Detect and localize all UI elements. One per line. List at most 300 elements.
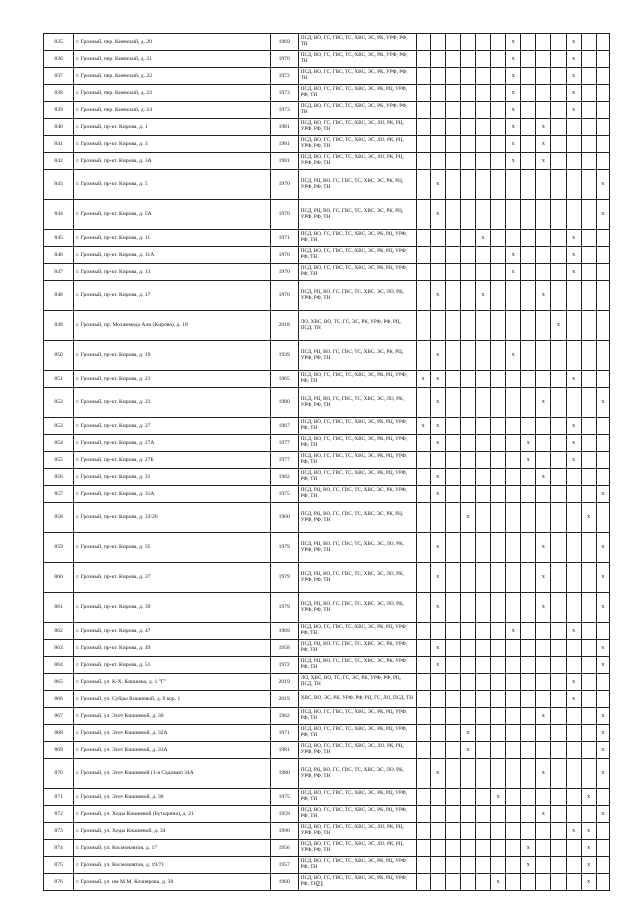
- mark-cell: x: [506, 153, 521, 170]
- row-number-cell: 846: [44, 247, 74, 264]
- mark-cell: [445, 857, 460, 874]
- mark-cell: x: [475, 230, 490, 247]
- mark-cell: [445, 742, 460, 759]
- mark-cell: x: [596, 563, 609, 593]
- mark-cell: [581, 486, 596, 503]
- row-number-cell: 863: [44, 640, 74, 657]
- mark-cell: [536, 51, 551, 68]
- mark-cell: [491, 759, 506, 789]
- mark-cell: [506, 806, 521, 823]
- address-cell: г. Грозный, пр-кт. Кирова, д. 3: [74, 136, 270, 153]
- mark-cell: [566, 708, 581, 725]
- mark-cell: [491, 418, 506, 435]
- table-row: [44, 469, 610, 486]
- mark-cell: [491, 657, 506, 674]
- works-list-cell: ПСД, РЦ, ВО, ГС, ГВС, ТС, ХВС, ЭС, ЛО, РК, УРФ, РФ, ТН: [298, 563, 416, 593]
- year-cell: 1939: [270, 341, 298, 371]
- mark-cell: x: [536, 593, 551, 623]
- mark-cell: x: [536, 469, 551, 486]
- mark-cell: [460, 640, 475, 657]
- address-cell: г. Грозный, пр-кт. Кирова, д. 17: [74, 281, 270, 311]
- mark-cell: [416, 281, 430, 311]
- address-cell: г. Грозный, пр-кт. Кирова, д. 27Б: [74, 452, 270, 469]
- mark-cell: [521, 85, 536, 102]
- mark-cell: [506, 674, 521, 691]
- mark-cell: [460, 85, 475, 102]
- mark-cell: [566, 486, 581, 503]
- mark-cell: [445, 759, 460, 789]
- mark-cell: [475, 486, 490, 503]
- mark-cell: [445, 674, 460, 691]
- row-number-cell: 862: [44, 623, 74, 640]
- year-cell: 1957: [270, 857, 298, 874]
- mark-cell: [521, 759, 536, 789]
- address-cell: г. Грозный, пр-кт. Кирова, д. 35: [74, 533, 270, 563]
- row-number-cell: 867: [44, 708, 74, 725]
- mark-cell: [491, 742, 506, 759]
- mark-cell: [521, 593, 536, 623]
- mark-cell: [566, 725, 581, 742]
- address-cell: г. Грозный, пер. Киевский, д. 24: [74, 102, 270, 119]
- mark-cell: [581, 153, 596, 170]
- row-number-cell: 835: [44, 34, 74, 51]
- mark-cell: [551, 51, 566, 68]
- table-row: [44, 742, 610, 759]
- mark-cell: [460, 371, 475, 388]
- mark-cell: x: [566, 623, 581, 640]
- mark-cell: x: [430, 533, 445, 563]
- address-cell: г. Грозный, пр-кт. Кирова, д. 19: [74, 341, 270, 371]
- mark-cell: [521, 674, 536, 691]
- mark-cell: [475, 503, 490, 533]
- mark-cell: [475, 725, 490, 742]
- mark-cell: [445, 708, 460, 725]
- mark-cell: [581, 657, 596, 674]
- mark-cell: [416, 102, 430, 119]
- year-cell: 1977: [270, 435, 298, 452]
- row-number-cell: 839: [44, 102, 74, 119]
- mark-cell: [460, 857, 475, 874]
- mark-cell: [491, 533, 506, 563]
- table-row: [44, 789, 610, 806]
- mark-cell: [416, 789, 430, 806]
- address-cell: г. Грозный, ул. Космонавтов, д. 19/71: [74, 857, 270, 874]
- address-cell: г. Грозный, пр-кт. Кирова, д. 31: [74, 469, 270, 486]
- mark-cell: [460, 435, 475, 452]
- mark-cell: [551, 452, 566, 469]
- works-list-cell: ПСД, ВО, ГС, ГВС, ТС, ХВС, ЭС, РК, УРФ, РФ, ТН: [298, 34, 416, 51]
- mark-cell: [596, 153, 609, 170]
- mark-cell: [475, 34, 490, 51]
- mark-cell: [460, 341, 475, 371]
- mark-cell: [536, 68, 551, 85]
- mark-cell: [596, 85, 609, 102]
- mark-cell: [491, 563, 506, 593]
- address-cell: г. Грозный, ул. Хеды Кишиевой, д. 34: [74, 823, 270, 840]
- mark-cell: [566, 806, 581, 823]
- mark-cell: [460, 708, 475, 725]
- works-list-cell: ПСД, ВО, ГС, ГВС, ТС, ХВС, ЭС, РК, РЦ, УРФ, РФ, ТН: [298, 230, 416, 247]
- address-cell: г. Грозный, ул. Эсет Кишиевой (1-я Садовая) 34А: [74, 759, 270, 789]
- mark-cell: [430, 840, 445, 857]
- works-list-cell: ПСД, ВО, ГС, ГВС, ТС, ХВС, ЭС, РК, РЦ, УРФ, РФ, ТН: [298, 452, 416, 469]
- row-number-cell: 836: [44, 51, 74, 68]
- mark-cell: [551, 563, 566, 593]
- table-row: [44, 371, 610, 388]
- mark-cell: [460, 674, 475, 691]
- mark-cell: x: [506, 136, 521, 153]
- mark-cell: [596, 51, 609, 68]
- mark-cell: [506, 388, 521, 418]
- mark-cell: x: [596, 742, 609, 759]
- row-number-cell: 855: [44, 452, 74, 469]
- mark-cell: [491, 823, 506, 840]
- year-cell: 2019: [270, 674, 298, 691]
- row-number-cell: 874: [44, 840, 74, 857]
- mark-cell: [491, 674, 506, 691]
- mark-cell: [551, 281, 566, 311]
- mark-cell: [475, 657, 490, 674]
- mark-cell: [536, 247, 551, 264]
- works-list-cell: ПСД, РЦ, ВО, ГС, ГВС, ТС, ХВС, ЭС, РК, УРФ, РФ, ТН: [298, 657, 416, 674]
- mark-cell: [460, 68, 475, 85]
- mark-cell: x: [566, 230, 581, 247]
- mark-cell: [445, 823, 460, 840]
- mark-cell: [416, 119, 430, 136]
- mark-cell: x: [521, 857, 536, 874]
- works-list-cell: ПСД, ВО, ГС, ГВС, ТС, ХВС, ЭС, РК, РЦ, УРФ, РФ, ТН: [298, 708, 416, 725]
- mark-cell: [445, 230, 460, 247]
- address-cell: г. Грозный, ул. Эсет Кишиевой, д. 38: [74, 789, 270, 806]
- works-list-cell: ПСД, ВО, ГС, ГВС, ТС, ХВС, ЭС, РК, РЦ, УРФ, РФ, ТН: [298, 789, 416, 806]
- mark-cell: [551, 759, 566, 789]
- mark-cell: [430, 691, 445, 708]
- mark-cell: [460, 311, 475, 341]
- mark-cell: x: [536, 806, 551, 823]
- address-cell: г. Грозный, пер. Киевский, д. 22: [74, 68, 270, 85]
- mark-cell: [551, 469, 566, 486]
- mark-cell: [460, 281, 475, 311]
- mark-cell: [551, 85, 566, 102]
- mark-cell: [445, 200, 460, 230]
- mark-cell: [460, 691, 475, 708]
- mark-cell: [475, 136, 490, 153]
- mark-cell: x: [506, 68, 521, 85]
- mark-cell: [596, 674, 609, 691]
- mark-cell: [551, 371, 566, 388]
- table-row: [44, 657, 610, 674]
- mark-cell: [475, 418, 490, 435]
- mark-cell: [491, 68, 506, 85]
- row-number-cell: 849: [44, 311, 74, 341]
- mark-cell: [521, 102, 536, 119]
- mark-cell: [460, 136, 475, 153]
- mark-cell: [416, 533, 430, 563]
- address-cell: г. Грозный, пр-кт. Кирова, д. 37: [74, 563, 270, 593]
- mark-cell: [536, 623, 551, 640]
- mark-cell: [416, 640, 430, 657]
- address-cell: г. Грозный, пр-кт. Кирова, д. 47: [74, 623, 270, 640]
- row-number-cell: 875: [44, 857, 74, 874]
- year-cell: 1965: [270, 371, 298, 388]
- mark-cell: [460, 623, 475, 640]
- mark-cell: [521, 247, 536, 264]
- mark-cell: [430, 68, 445, 85]
- mark-cell: x: [430, 170, 445, 200]
- mark-cell: [416, 247, 430, 264]
- mark-cell: [566, 153, 581, 170]
- table-row: [44, 503, 610, 533]
- year-cell: 1962: [270, 469, 298, 486]
- address-cell: г. Грозный, ул. Хеды Кишиевой (Бутырина), д. 21: [74, 806, 270, 823]
- row-number-cell: 866: [44, 691, 74, 708]
- mark-cell: [491, 452, 506, 469]
- mark-cell: [460, 153, 475, 170]
- mark-cell: [596, 789, 609, 806]
- mark-cell: [475, 533, 490, 563]
- mark-cell: [491, 469, 506, 486]
- works-list-cell: ПСД, ВО, ГС, ГВС, ТС, ХВС, ЭС, РК, УРФ, РФ, ТН: [298, 51, 416, 68]
- table-row: [44, 85, 610, 102]
- address-cell: г. Грозный, пр-кт. Кирова, д. 27А: [74, 435, 270, 452]
- mark-cell: [506, 533, 521, 563]
- mark-cell: [416, 85, 430, 102]
- mark-cell: x: [596, 708, 609, 725]
- mark-cell: [491, 371, 506, 388]
- mark-cell: x: [596, 486, 609, 503]
- works-list-cell: ПСД, ВО, ГС, ГВС, ТС, ХВС, ЭС, ЛО, РК, РЦ, УРФ, РФ, ТН: [298, 119, 416, 136]
- mark-cell: [460, 593, 475, 623]
- mark-cell: [445, 418, 460, 435]
- mark-cell: [491, 281, 506, 311]
- year-cell: 1981: [270, 153, 298, 170]
- mark-cell: [491, 200, 506, 230]
- mark-cell: [536, 823, 551, 840]
- mark-cell: [521, 823, 536, 840]
- year-cell: 2019: [270, 691, 298, 708]
- table-row: [44, 486, 610, 503]
- mark-cell: [566, 341, 581, 371]
- mark-cell: [506, 640, 521, 657]
- mark-cell: [506, 418, 521, 435]
- works-list-cell: ПСД, ВО, ГС, ГВС, ТС, ХВС, ЭС, РК, УРФ, РФ, ТН: [298, 68, 416, 85]
- mark-cell: x: [430, 593, 445, 623]
- mark-cell: x: [491, 789, 506, 806]
- mark-cell: [566, 840, 581, 857]
- year-cell: 1959: [270, 806, 298, 823]
- mark-cell: [430, 806, 445, 823]
- row-number-cell: 873: [44, 823, 74, 840]
- mark-cell: x: [536, 388, 551, 418]
- mark-cell: [551, 435, 566, 452]
- mark-cell: [506, 503, 521, 533]
- mark-cell: [521, 469, 536, 486]
- mark-cell: x: [581, 874, 596, 891]
- row-number-cell: 861: [44, 593, 74, 623]
- row-number-cell: 871: [44, 789, 74, 806]
- mark-cell: [566, 563, 581, 593]
- mark-cell: [521, 68, 536, 85]
- year-cell: 1972: [270, 657, 298, 674]
- mark-cell: [506, 823, 521, 840]
- mark-cell: [445, 486, 460, 503]
- mark-cell: [475, 264, 490, 281]
- mark-cell: [416, 230, 430, 247]
- table-row: [44, 435, 610, 452]
- mark-cell: [416, 51, 430, 68]
- address-cell: г. Грозный, ул. Космонавтов, д. 17: [74, 840, 270, 857]
- mark-cell: [566, 640, 581, 657]
- mark-cell: [475, 68, 490, 85]
- mark-cell: x: [536, 533, 551, 563]
- mark-cell: [536, 170, 551, 200]
- address-cell: г. Грозный, пер. Киевский, д. 20: [74, 34, 270, 51]
- mark-cell: [521, 725, 536, 742]
- mark-cell: [581, 806, 596, 823]
- mark-cell: x: [506, 264, 521, 281]
- year-cell: 1970: [270, 200, 298, 230]
- mark-cell: [460, 657, 475, 674]
- mark-cell: [521, 742, 536, 759]
- mark-cell: x: [460, 503, 475, 533]
- row-number-cell: 838: [44, 85, 74, 102]
- year-cell: 1956: [270, 840, 298, 857]
- year-cell: 1975: [270, 789, 298, 806]
- mark-cell: [475, 708, 490, 725]
- mark-cell: [521, 806, 536, 823]
- works-list-cell: ПСД, РЦ, ВО, ГС, ГВС, ТС, ХВС, ЭС, ЛО, РК, УРФ, РФ, ТН: [298, 593, 416, 623]
- address-cell: г. Грозный, пр-кт. Кирова, д. 27: [74, 418, 270, 435]
- address-cell: г. Грозный, пр-кт. Кирова, д. 31А: [74, 486, 270, 503]
- mark-cell: [445, 119, 460, 136]
- mark-cell: [475, 593, 490, 623]
- table-row: [44, 247, 610, 264]
- mark-cell: [551, 247, 566, 264]
- mark-cell: [416, 469, 430, 486]
- mark-cell: [445, 170, 460, 200]
- mark-cell: x: [430, 418, 445, 435]
- row-number-cell: 870: [44, 759, 74, 789]
- mark-cell: [416, 708, 430, 725]
- mark-cell: [506, 311, 521, 341]
- table-row: [44, 311, 610, 341]
- mark-cell: [445, 34, 460, 51]
- mark-cell: [460, 119, 475, 136]
- row-number-cell: 860: [44, 563, 74, 593]
- mark-cell: [536, 102, 551, 119]
- address-cell: г. Грозный, пр-кт. Кирова, д. 13: [74, 264, 270, 281]
- mark-cell: [491, 486, 506, 503]
- mark-cell: [416, 840, 430, 857]
- mark-cell: [551, 640, 566, 657]
- year-cell: 1981: [270, 742, 298, 759]
- mark-cell: [445, 725, 460, 742]
- mark-cell: [491, 119, 506, 136]
- address-cell: г. Грозный, пер. Киевский, д. 21: [74, 51, 270, 68]
- mark-cell: [475, 311, 490, 341]
- mark-cell: [566, 170, 581, 200]
- works-list-cell: ЛО, ХВС, ВО, ТС, ГС, ЭС, РК, УРФ, РФ, РЦ, ПСД, ТН: [298, 311, 416, 341]
- mark-cell: [596, 34, 609, 51]
- year-cell: 1979: [270, 533, 298, 563]
- mark-cell: [416, 200, 430, 230]
- mark-cell: [430, 725, 445, 742]
- address-cell: г. Грозный, пр-кт. Кирова, д. 51: [74, 657, 270, 674]
- mark-cell: [491, 640, 506, 657]
- mark-cell: [491, 247, 506, 264]
- mark-cell: x: [596, 657, 609, 674]
- mark-cell: [430, 264, 445, 281]
- mark-cell: x: [536, 708, 551, 725]
- mark-cell: [551, 34, 566, 51]
- mark-cell: [536, 725, 551, 742]
- mark-cell: [445, 311, 460, 341]
- mark-cell: [596, 623, 609, 640]
- mark-cell: [581, 247, 596, 264]
- mark-cell: [416, 503, 430, 533]
- mark-cell: x: [430, 640, 445, 657]
- row-number-cell: 851: [44, 371, 74, 388]
- mark-cell: [460, 789, 475, 806]
- mark-cell: [475, 840, 490, 857]
- mark-cell: [536, 200, 551, 230]
- works-list-cell: ПСД, ВО, ГС, ГВС, ТС, ХВС, ЭС, РК, РЦ, УРФ, РФ, ТН: [298, 264, 416, 281]
- mark-cell: [581, 68, 596, 85]
- mark-cell: [596, 247, 609, 264]
- mark-cell: x: [506, 247, 521, 264]
- mark-cell: [460, 230, 475, 247]
- mark-cell: [416, 563, 430, 593]
- mark-cell: [551, 623, 566, 640]
- mark-cell: [521, 170, 536, 200]
- address-cell: г. Грозный, пр-кт. Кирова, д. 33/26: [74, 503, 270, 533]
- address-cell: г. Грозный, ул. Эсет Кишиевой, д. 32А: [74, 725, 270, 742]
- table-row: [44, 418, 610, 435]
- mark-cell: [551, 264, 566, 281]
- works-list-cell: ПСД, РЦ, ВО, ГС, ГВС, ТС, ХВС, ЭС, ЛО, РК, УРФ, РФ, ТН: [298, 759, 416, 789]
- mark-cell: [491, 341, 506, 371]
- mark-cell: [445, 503, 460, 533]
- mark-cell: [521, 563, 536, 593]
- mark-cell: [536, 418, 551, 435]
- mark-cell: x: [596, 640, 609, 657]
- mark-cell: x: [506, 51, 521, 68]
- address-cell: г. Грозный, пр-кт. Кирова, д. 11: [74, 230, 270, 247]
- mark-cell: [430, 34, 445, 51]
- mark-cell: [506, 281, 521, 311]
- mark-cell: [491, 153, 506, 170]
- mark-cell: [521, 281, 536, 311]
- table-row: [44, 563, 610, 593]
- mark-cell: [581, 435, 596, 452]
- mark-cell: [416, 34, 430, 51]
- mark-cell: x: [430, 759, 445, 789]
- mark-cell: [460, 469, 475, 486]
- mark-cell: [536, 85, 551, 102]
- mark-cell: [475, 806, 490, 823]
- mark-cell: [551, 691, 566, 708]
- mark-cell: [491, 34, 506, 51]
- row-number-cell: 840: [44, 119, 74, 136]
- mark-cell: x: [491, 874, 506, 891]
- mark-cell: [566, 742, 581, 759]
- mark-cell: [521, 200, 536, 230]
- mark-cell: x: [416, 371, 430, 388]
- mark-cell: [416, 725, 430, 742]
- table-row: [44, 230, 610, 247]
- mark-cell: [506, 725, 521, 742]
- year-cell: 1981: [270, 119, 298, 136]
